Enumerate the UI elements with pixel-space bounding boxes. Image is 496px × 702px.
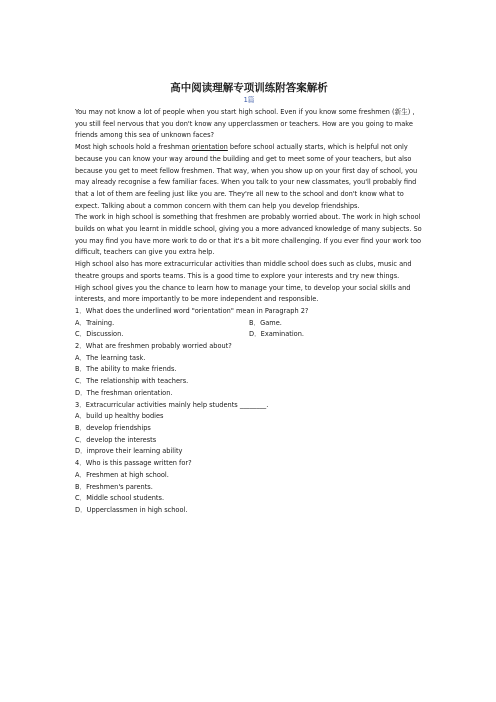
option-a: A．Training. bbox=[75, 318, 115, 327]
option-a: A．build up healthy bodies bbox=[75, 412, 164, 421]
option-d: D．Upperclassmen in high school. bbox=[75, 505, 188, 514]
paragraph-1: You may not know a lot of people when you start high school. Even if you know some freshmen (新生) , you still feel nervous that you don't know any upperclassmen or teachers. How are you going to make friends among this sea of unknown faces? bbox=[75, 108, 415, 140]
paragraph-2-rest: before school actually starts, which is helpful not only because you can know your way around the building and get to meet some of your teachers, but also because you get to meet fellow freshmen. That way, when you show up on your first day of school, you may already recognise a few familiar faces. When you talk to your new classmates, you'll probably find that a lot of them are feeling just like you are. They're all new to the school and don't know what to expect. Talking about a common concern with them can help you develop friendships. bbox=[75, 143, 418, 210]
paragraph-2 bbox=[75, 142, 423, 212]
question-2-stem: 2．What are freshmen probably worried about? bbox=[75, 342, 232, 351]
option-a: A．The learning task. bbox=[75, 353, 146, 362]
underlined-word: orientation bbox=[191, 143, 228, 152]
question-3-stem: 3．Extracurricular activities mainly help students ________. bbox=[75, 400, 269, 409]
option-d: D．Examination. bbox=[249, 330, 304, 339]
question-1-stem: 1．What does the underlined word "orientation" mean in Paragraph 2? bbox=[75, 306, 309, 315]
option-a: A．Freshmen at high school. bbox=[75, 470, 169, 479]
option-d: D．The freshman orientation. bbox=[75, 388, 173, 397]
paragraph-4: High school also has more extracurricular activities than middle school does such as clubs, music and theatre groups and sports teams. This is a good time to explore your interests and try new things. bbox=[75, 260, 412, 280]
question-4-stem: 4．Who is this passage written for? bbox=[75, 459, 192, 468]
option-b: B．Game. bbox=[249, 318, 282, 327]
paragraph-2-start: Most high schools hold a freshman bbox=[75, 143, 192, 152]
question-1-options-row-1 bbox=[75, 318, 423, 330]
option-c: C．The relationship with teachers. bbox=[75, 377, 189, 386]
section-label: 1篇 bbox=[243, 96, 255, 104]
option-c: C．develop the interests bbox=[75, 435, 157, 444]
page-title: 高中阅读理解专项训练附答案解析 bbox=[170, 82, 328, 94]
question-1-options-row-2 bbox=[75, 329, 423, 341]
option-d: D．improve their learning ability bbox=[75, 447, 183, 456]
option-b: B．The ability to make friends. bbox=[75, 365, 177, 374]
option-c: C．Discussion. bbox=[75, 330, 124, 339]
document-page bbox=[75, 82, 423, 517]
paragraph-3: The work in high school is something that freshmen are probably worried about. The work in high school builds on what you learnt in middle school, giving you a more advanced knowledge of many subjects. So you may find you have more work to do or that it's a bit more challenging. If you ever find your work too difficult, teachers can give you extra help. bbox=[75, 213, 422, 257]
option-b: B．Freshmen's parents. bbox=[75, 482, 153, 491]
option-c: C．Middle school students. bbox=[75, 494, 165, 503]
option-b: B．develop friendships bbox=[75, 423, 151, 432]
paragraph-5: High school gives you the chance to learn how to manage your time, to develop your social skills and interests, and more importantly to be more independent and responsible. bbox=[75, 283, 411, 304]
